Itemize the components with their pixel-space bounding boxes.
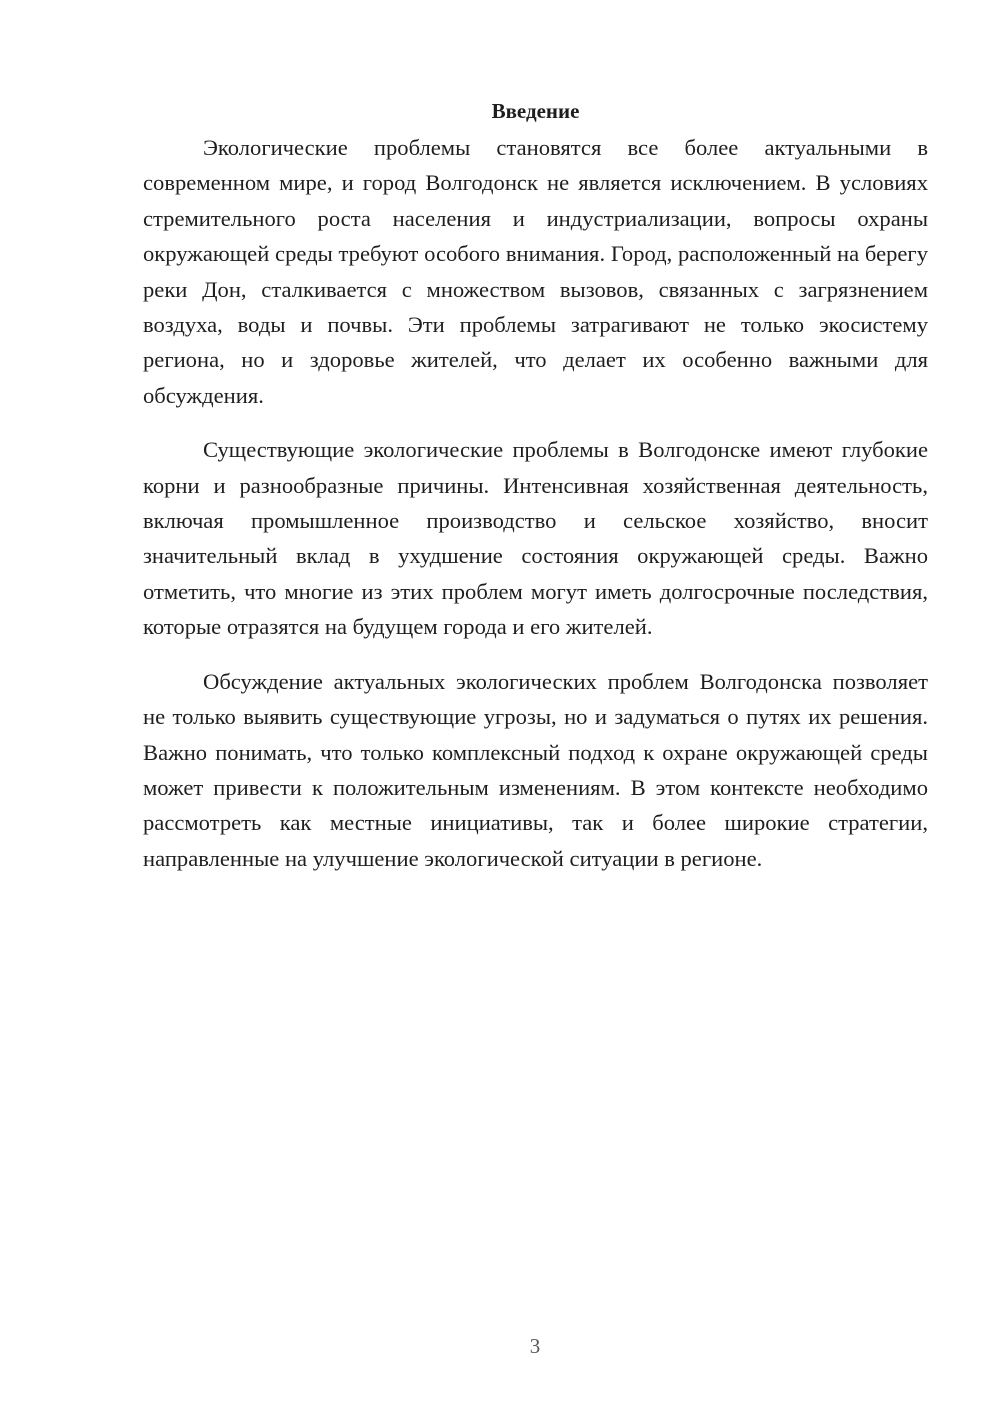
paragraph-3: Обсуждение актуальных экологических проблем Волгодонска позволяет не только выявить существующие угрозы, но и задуматься о путях их решения. Важно понимать, что только комплексный подход к охране окружающей среды может привести к положительным изменениям. В этом контексте необходимо рассмотреть как местные инициативы, так и более широкие стратегии, направленные на улучшение экологической ситуации в регионе. <box>143 668 928 871</box>
page-number: 3 <box>529 1334 541 1358</box>
section-heading: Введение <box>491 99 580 123</box>
page-content <box>143 94 928 895</box>
paragraph-1: Экологические проблемы становятся все более актуальными в современном мире, и город Волгодонск не является исключением. В условиях стремительного роста населения и индустриализации, вопросы охраны окружающей среды требуют особого внимания. Город, расположенный на берегу реки Дон, сталкивается с множеством вызовов, связанных с загрязнением воздуха, воды и почвы. Эти проблемы затрагивают не только экосистему региона, но и здоровье жителей, что делает их особенно важными для обсуждения. <box>143 135 928 408</box>
paragraph-2: Существующие экологические проблемы в Волгодонске имеют глубокие корни и разнообразные причины. Интенсивная хозяйственная деятельность, включая промышленное производство и сельское хозяйство, вносит значительный вклад в ухудшение состояния окружающей среды. Важно отметить, что многие из этих проблем могут иметь долгосрочные последствия, которые отразятся на будущем города и его жителей. <box>143 437 928 640</box>
